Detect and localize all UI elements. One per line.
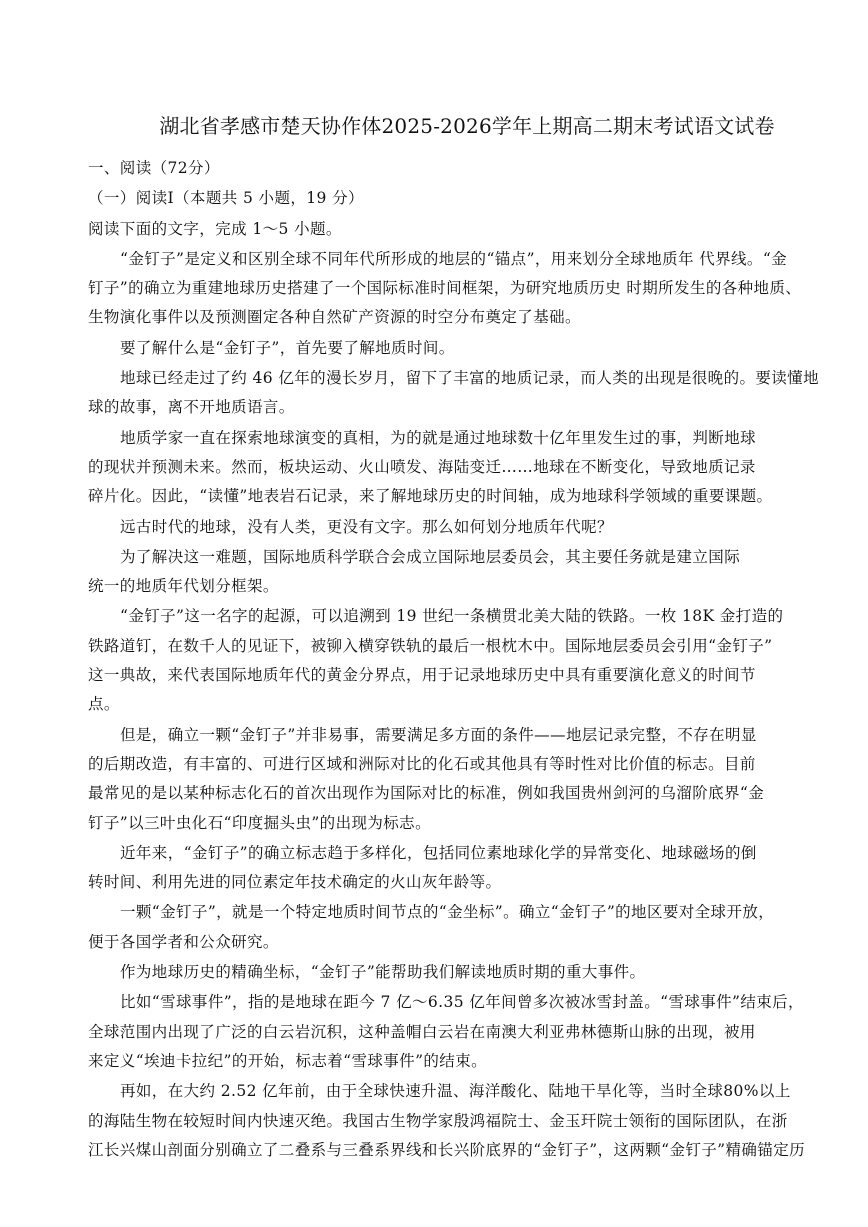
paragraph-line: 比如“雪球事件”，指的是地球在距今 7 亿～6.35 亿年间曾多次被冰雪封盖。“雪球事件”结束后， <box>120 993 804 1012</box>
paragraph-line: 钉子”以三叶虫化石“印度掘头虫”的出现为标志。 <box>88 813 431 832</box>
paragraph-line: “金钉子”是定义和区别全球不同年代所形成的地层的“锚点”，用来划分全球地质年 代界线。“金 <box>120 249 788 268</box>
paragraph-line: 要了解什么是“金钉子”，首先要了解地质时间。 <box>120 338 455 357</box>
paragraph <box>88 958 806 987</box>
paragraph <box>88 988 806 1076</box>
paragraph <box>88 1077 806 1165</box>
paragraph-line: 点。 <box>88 695 120 714</box>
exam-title: 湖北省孝感市楚天协作体2025-2026学年上期高二期末考试语文试卷 <box>159 114 775 138</box>
paragraph-line: 作为地球历史的精确坐标，“金钉子”能帮助我们解读地质时期的重大事件。 <box>120 963 646 982</box>
paragraph-line: 这一典故，来代表国际地质年代的黄金分界点，用于记录地球历史中具有重要演化意义的时间节 <box>88 666 756 685</box>
paragraph-line: 江长兴煤山剖面分别确立了二叠系与三叠系界线和长兴阶底界的“金钉子”，这两颗“金钉子”精确锚定历 <box>88 1140 805 1159</box>
paragraph-line: 的海陆生物在较短时间内快速灭绝。我国古生物学家殷鸿福院士、金玉玕院士领衔的国际团队，在浙 <box>88 1111 788 1130</box>
paragraph <box>88 334 806 363</box>
paragraph <box>88 424 806 512</box>
paragraph <box>88 513 806 542</box>
paragraph-line: 但是，确立一颗“金钉子”并非易事，需要满足多方面的条件——地层记录完整，不存在明显 <box>120 725 757 744</box>
paragraph-line: 转时间、利用先进的同位素定年技术确定的火山灰年龄等。 <box>88 873 502 892</box>
paragraph-line: 钉子”的确立为重建地球历史搭建了一个国际标准时间框架，为研究地质历史 时期所发生的各种地质、 <box>88 279 802 298</box>
subsection-heading: （一）阅读I（本题共 5 小题，19 分） <box>88 189 364 208</box>
section-heading: 一、阅读（72分） <box>88 159 220 177</box>
paragraph-line: 便于各国学者和公众研究。 <box>88 932 279 951</box>
paragraph-line: 一颗“金钉子”，就是一个特定地质时间节点的“金坐标”。确立“金钉子”的地区要对全球开放， <box>120 903 775 922</box>
reading-passage <box>88 245 819 1165</box>
reading-instruction: 阅读下面的文字，完成 1～5 小题。 <box>88 219 342 238</box>
paragraph-line: 的后期改造，有丰富的、可进行区域和洲际对比的化石或其他具有等时性对比价值的标志。目前 <box>88 754 756 773</box>
paragraph-line: 来定义“埃迪卡拉纪”的开始，标志着“雪球事件”的结束。 <box>88 1051 487 1070</box>
paragraph <box>88 543 806 602</box>
paragraph <box>88 364 819 423</box>
paragraph <box>88 721 806 838</box>
paragraph-line: 生物演化事件以及预测圈定各种自然矿产资源的时空分布奠定了基础。 <box>88 308 581 327</box>
paragraph-line: 远古时代的地球，没有人类，更没有文字。那么如何划分地质年代呢？ <box>120 517 613 536</box>
paragraph-line: 近年来，“金钉子”的确立标志趋于多样化，包括同位素地球化学的异常变化、地球磁场的倒 <box>120 843 757 862</box>
paragraph <box>88 839 806 898</box>
paragraph-line: 统一的地质年代划分框架。 <box>88 577 279 596</box>
paragraph-line: 全球范围内出现了广泛的白云岩沉积，这种盖帽白云岩在南澳大利亚弗林德斯山脉的出现，被用 <box>88 1022 756 1041</box>
paragraph-line: 为了解决这一难题，国际地质科学联合会成立国际地层委员会，其主要任务就是建立国际 <box>120 547 741 566</box>
paragraph-line: 最常见的是以某种标志化石的首次出现作为国际对比的标准，例如我国贵州剑河的乌溜阶底界“金 <box>88 784 765 803</box>
paragraph <box>88 602 806 719</box>
paragraph-line: “金钉子”这一名字的起源，可以追溯到 19 世纪一条横贯北美大陆的铁路。一枚 18K 金打造的 <box>120 607 784 626</box>
paragraph-line: 碎片化。因此，“读懂”地表岩石记录，来了解地球历史的时间轴，成为地球科学领域的重要课题。 <box>88 487 773 506</box>
paragraph <box>88 245 806 333</box>
paragraph-line: 地球已经走过了约 46 亿年的漫长岁月，留下了丰富的地质记录，而人类的出现是很晚的。要读懂地 <box>120 369 819 388</box>
paragraph-line: 球的故事，离不开地质语言。 <box>88 398 295 417</box>
paragraph-line: 铁路道钉，在数千人的见证下，被铆入横穿铁轨的最后一根枕木中。国际地层委员会引用“金钉子” <box>88 636 773 655</box>
paragraph <box>88 898 806 957</box>
paragraph-line: 地质学家一直在探索地球演变的真相，为的就是通过地球数十亿年里发生过的事，判断地球 <box>120 428 757 447</box>
paragraph-line: 再如，在大约 2.52 亿年前，由于全球快速升温、海洋酸化、陆地干旱化等，当时全球80%以上 <box>120 1082 791 1101</box>
paragraph-line: 的现状并预测未来。然而，板块运动、火山喷发、海陆变迁……地球在不断变化，导致地质记录 <box>88 457 756 476</box>
